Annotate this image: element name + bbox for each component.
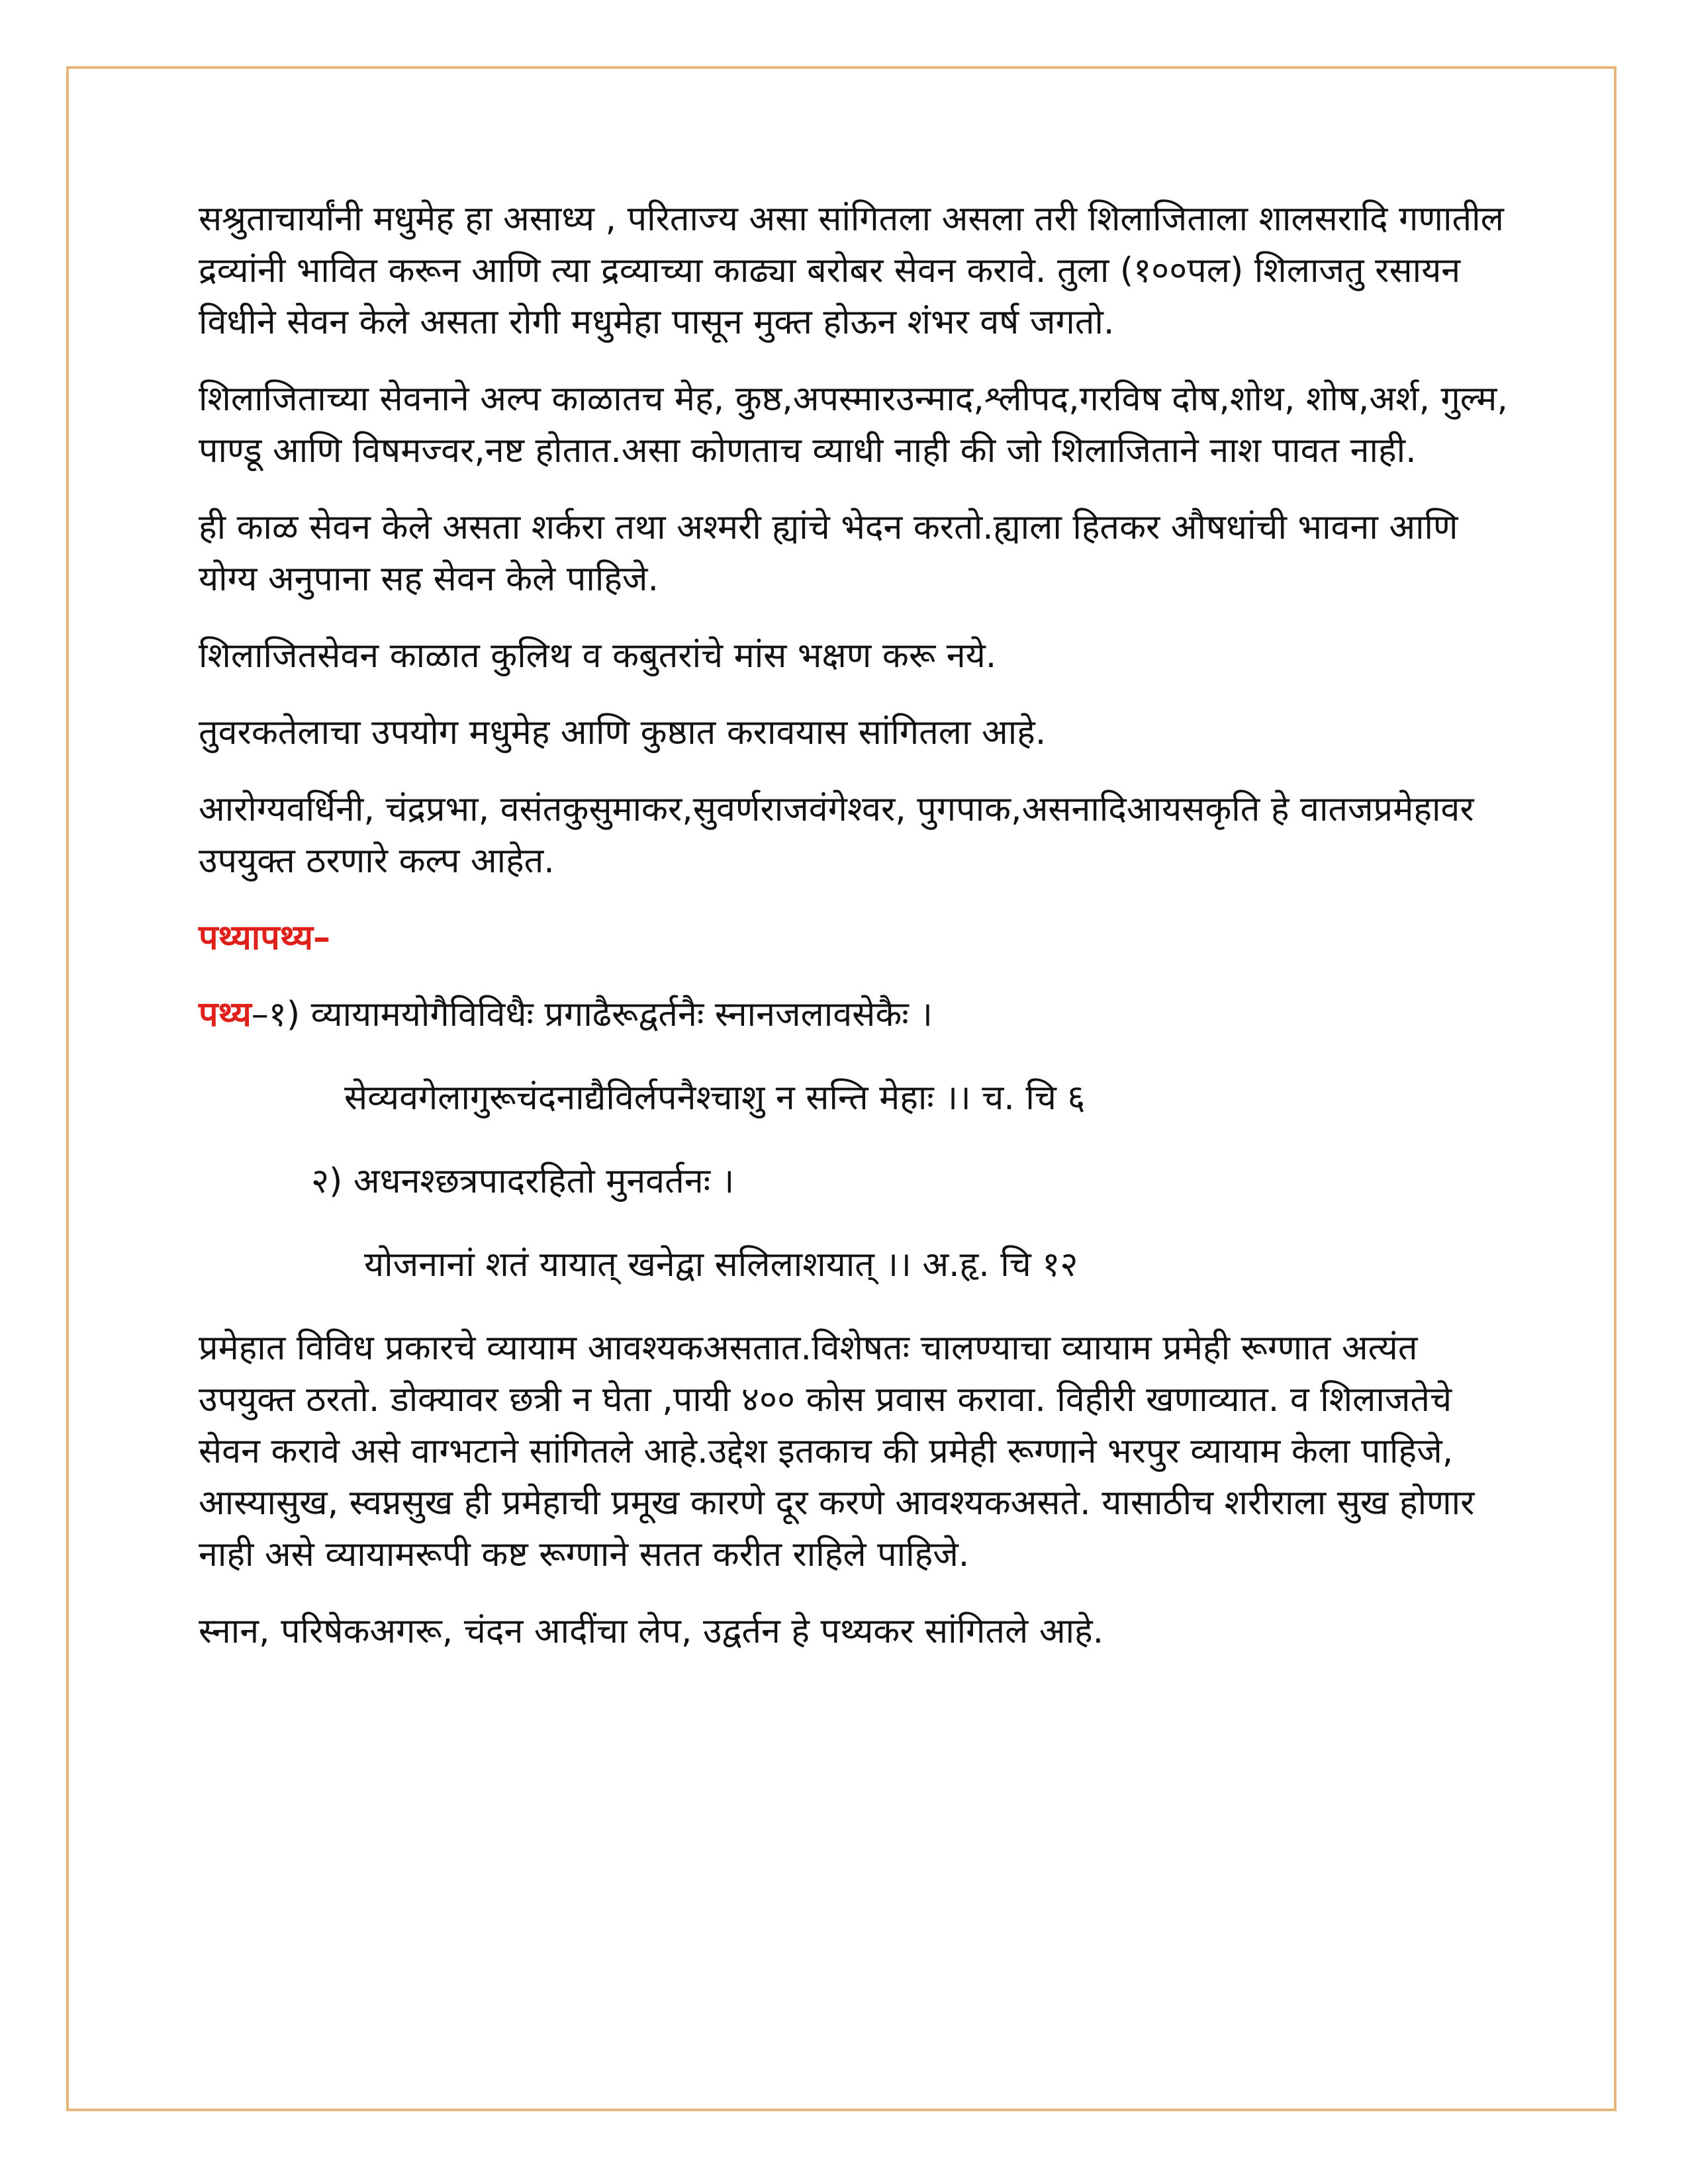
paragraph-tuvarak-oil: तुवरकतेलाचा उपयोग मधुमेह आणि कुष्ठात करावयास सांगितला आहे. xyxy=(199,713,1047,752)
verse-1-line-1 xyxy=(199,989,1516,1040)
verse-label-pathya: पथ्य xyxy=(199,995,252,1034)
document-body xyxy=(199,193,1516,1682)
paragraph-formulations: आरोग्यवर्धिनी, चंद्रप्रभा, वसंतकुसुमाकर,सुवर्णराजवंगेश्वर, पुगपाक,असनादिआयसकृति हे वातजप्रमेहावर उपयुक्त ठरणारे कल्प आहेत. xyxy=(199,790,1474,881)
paragraph-bath-applications: स्नान, परिषेकअगरू, चंदन आदींचा लेप, उद्वर्तन हे पथ्यकर सांगितले आहे. xyxy=(199,1612,1104,1651)
paragraph-shilajit-benefits: शिलाजिताच्या सेवनाने अल्प काळातच मेह, कुष्ठ,अपस्मारउन्माद,श्लीपद,गरविष दोष,शोथ, शोष,अर्श, गुल्म, पाण्डू आणि विषमज्वर,नष्ट होतात.असा कोणताच व्याधी नाही की जो शिलाजिताने नाश पावत नाही. xyxy=(199,379,1508,471)
paragraph-exercise: प्रमेहात विविध प्रकारचे व्यायाम आवश्यकअसतात.विशेषतः चालण्याचा व्यायाम प्रमेही रूग्णात अत्यंत उपयुक्त ठरतो. डोक्यावर छत्री न घेता ,पायी ४०० कोस प्रवास करावा. विहीरी खणाव्यात. व शिलाजतेचे सेवन करावे असे वाग्भटाने सांगितले आहे.उद्देश इतकाच की प्रमेही रूग्णाने भरपुर व्यायाम केला पाहिजे, आस्यासुख, स्वप्नसुख ही प्रमेहाची प्रमूख कारणे दूर करणे आवश्यकअसते. यासाठीच शरीराला सुख होणार नाही असे व्यायामरूपी कष्ट रूग्णाने सतत करीत राहिले पाहिजे. xyxy=(199,1328,1475,1574)
section-heading-pathyapathya: पथ्यापथ्य– xyxy=(199,918,331,958)
verse-1-line-2: सेव्यवगेलागुरूचंदनाद्यैविर्लपनैश्चाशु न सन्ति मेहाः ।। च. चि ६ xyxy=(344,1078,1086,1118)
verse-1-line-1-text: –१) व्यायामयोगैविविधैः प्रगाढैरूद्वर्तनैः स्नानजलावसेकैः । xyxy=(251,995,933,1034)
verse-2-line-1: २) अधनश्छत्रपादरहितो मुनवर्तनः । xyxy=(311,1161,735,1201)
verse-2-line-2: योजनानां शतं यायात् खनेद्वा सलिलाशयात् ।। अ.हृ. चि १२ xyxy=(364,1245,1078,1285)
paragraph-shilajit-intro: सश्रुताचार्यांनी मधुमेह हा असाध्य , परिताज्य असा सांगितला असला तरी शिलाजिताला शालसरादि गणातील द्रव्यांनी भावित करून आणि त्या द्रव्याच्या काढ्या बरोबर सेवन करावे. तुला (१००पल) शिलाजतु रसायन विधीने सेवन केले असता रोगी मधुमेहा पासून मुक्त होऊन शंभर वर्ष जगतो. xyxy=(199,199,1504,342)
paragraph-diet-restriction: शिलाजितसेवन काळात कुलिथ व कबुतरांचे मांस भक्षण करू नये. xyxy=(199,636,997,676)
paragraph-shilajit-usage: ही काळ सेवन केले असता शर्करा तथा अश्मरी ह्यांचे भेदन करतो.ह्याला हितकर औषधांची भावना आणि योग्य अनुपाना सह सेवन केले पाहिजे. xyxy=(199,508,1458,599)
